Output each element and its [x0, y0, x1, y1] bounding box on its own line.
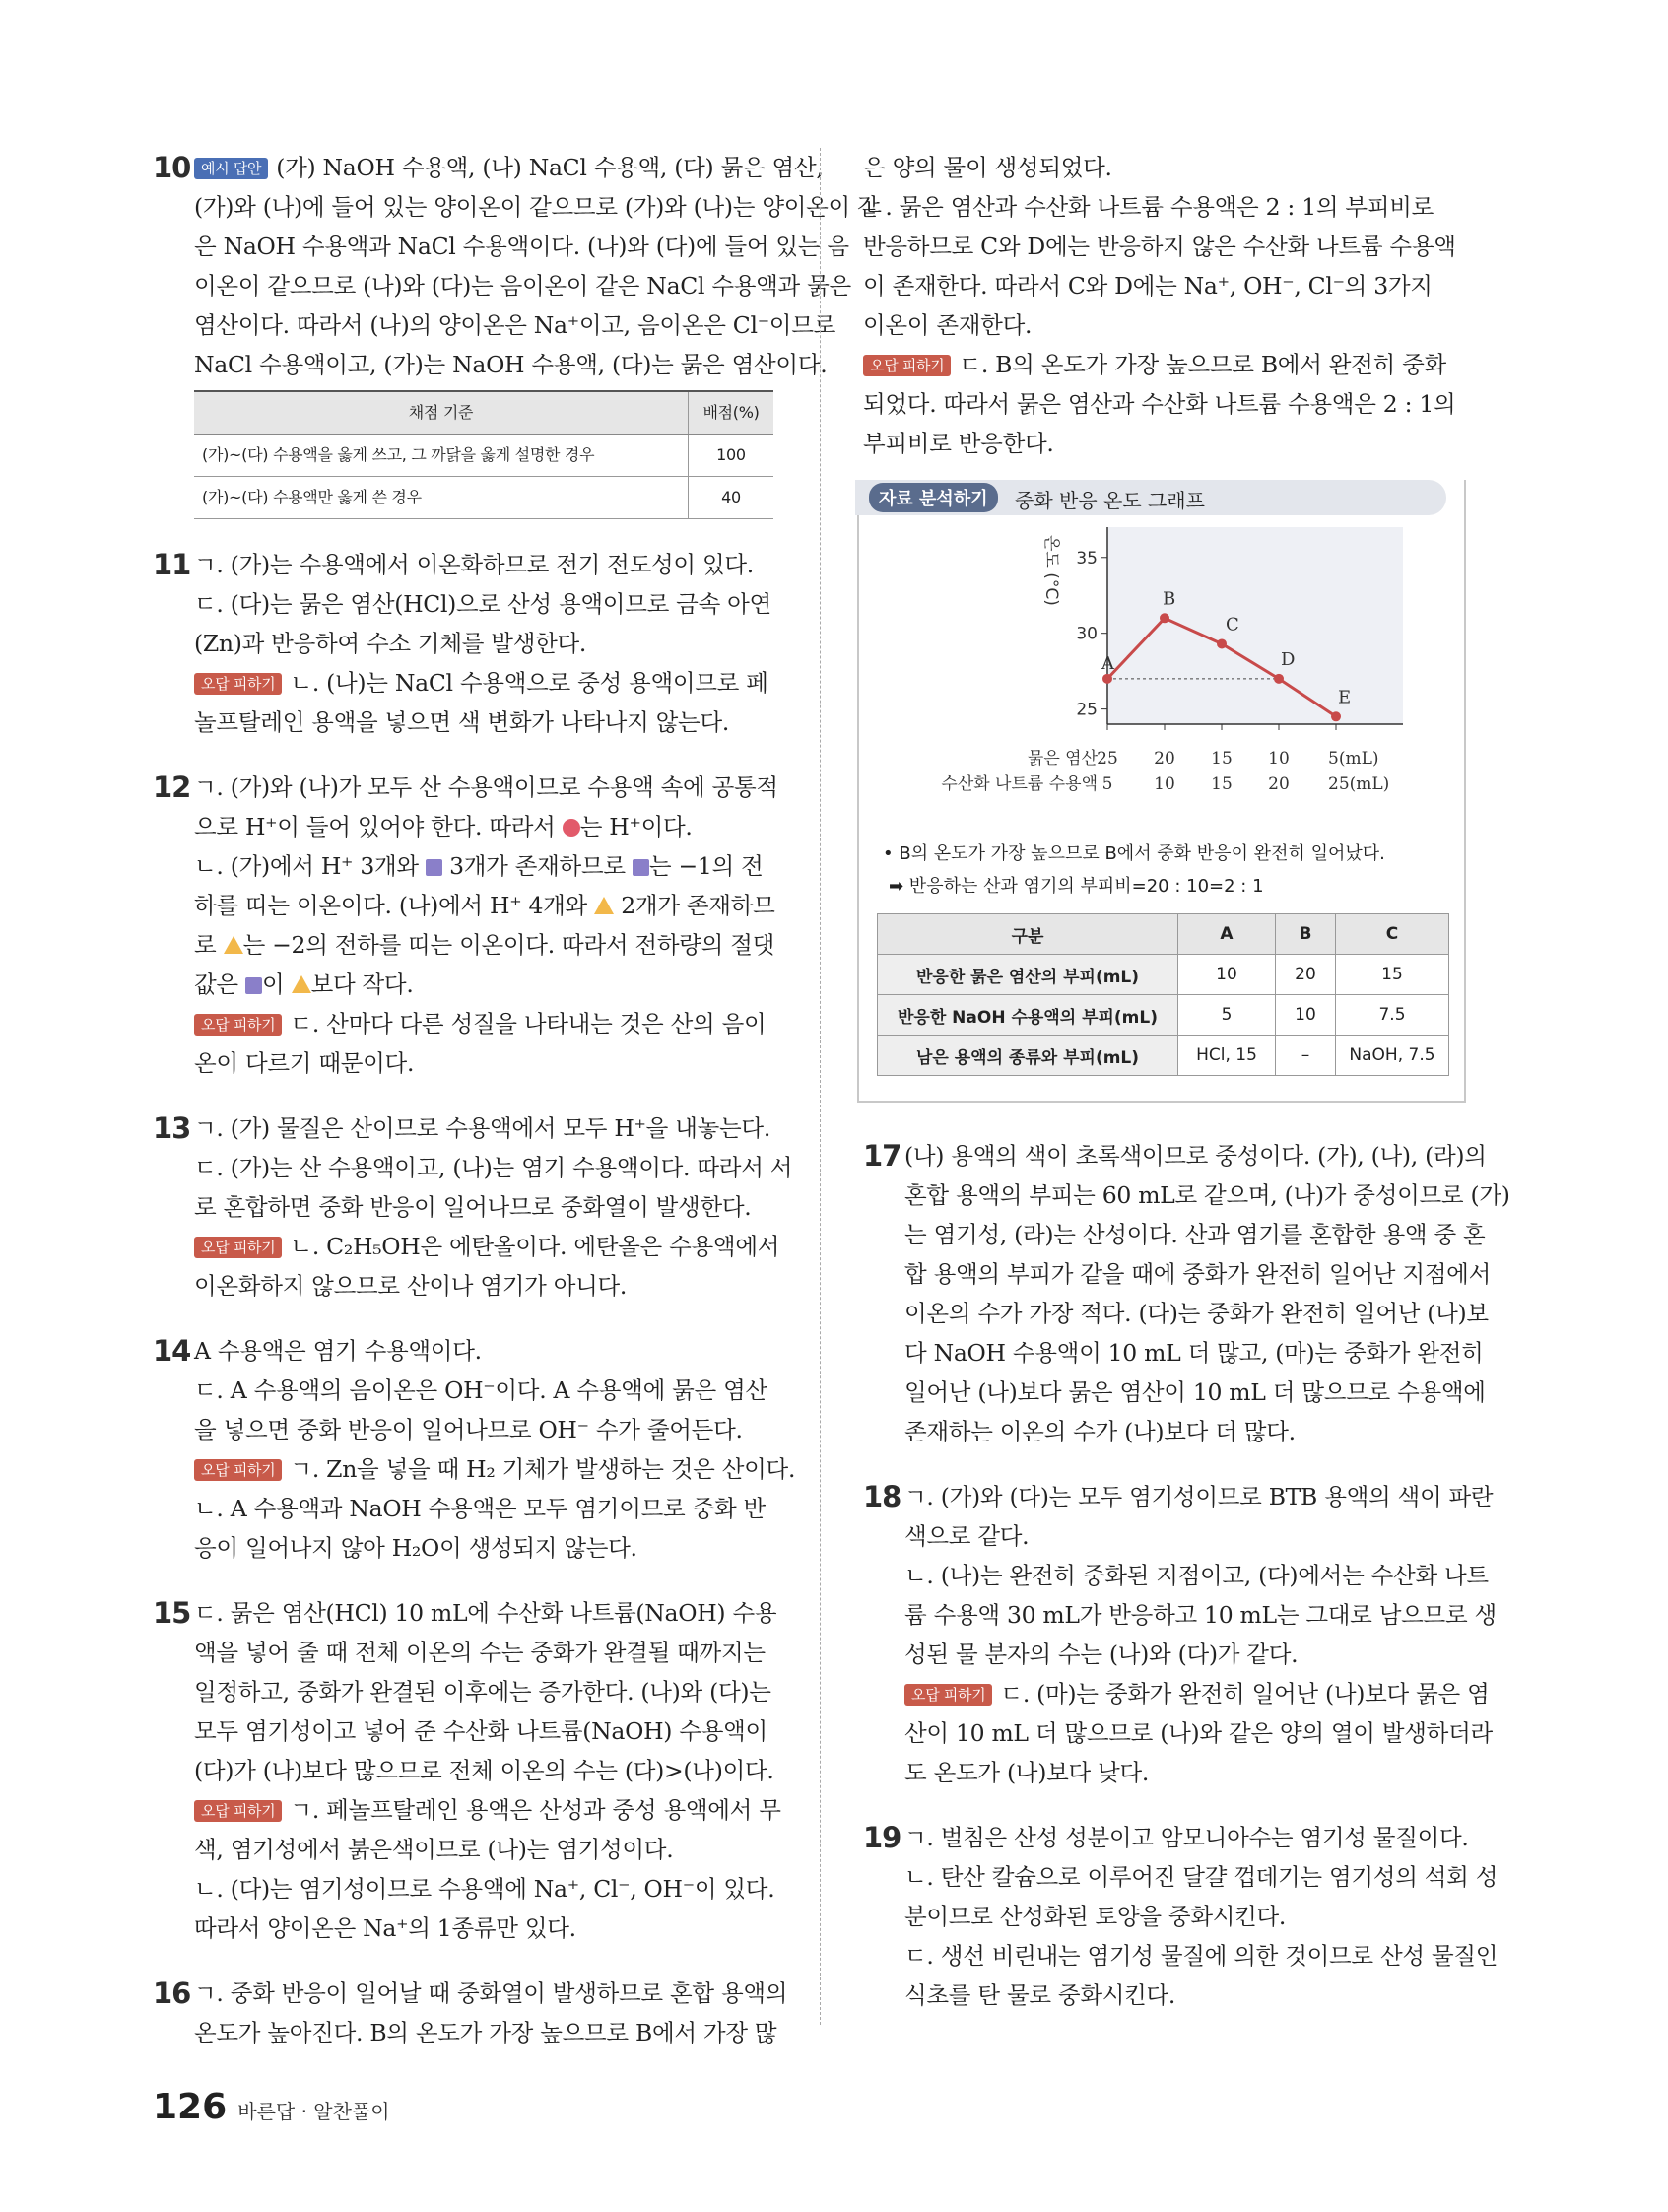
answer-11: 11 ㄱ. (가)는 수용액에서 이온화하므로 전기 전도성이 있다. ㄷ. (다)는 묽은 염산(HCl)으로 산성 용액이므로 금속 아연 (Zn)과 반응하여 수소 기체를 발생한다. 오답 피하기 ㄴ. (나)는 NaCl 수용액으로 중성 용액이므로 페 놀프탈레인 용액을 넣으면 색 변화가 나타나지 않는다. — [153, 545, 773, 742]
y-axis-label: 온도 (°C) — [1041, 535, 1061, 606]
item-number: 10 — [153, 151, 191, 184]
y-tick-label: 35 — [1076, 548, 1098, 569]
answer-10: 10 예시 답안 (가) NaOH 수용액, (나) NaCl 수용액, (다) 묽은 염산, (가)와 (나)에 들어 있는 양이온이 같으므로 (가)와 (나)는 양이온이 같 은 NaOH 수용액과 NaCl 수용액이다. (나)와 (다)에 들어 있는 음 이온이 같으므로 (나)와 (다)는 음이온이 같은 NaCl 수용액과 묽은 염산이다. 따라서 (나)의 양이온은 Na⁺이고, 음이온은 Cl⁻이므로 NaCl 수용액이고, (가)는 NaOH 수용액, (다)는 묽은 염산이다. 채점 기준 배점(%) (가)~(다) 수용액을 옳게 쓰고, 그 까닭을 옳게 설명한 경우 100 (가)~(다) 수용액만 옳게 쓴 경우 40 — [153, 148, 773, 519]
x-row-hcl-tick-label: 5(mL) — [1328, 749, 1379, 769]
purple-square-icon — [426, 859, 442, 876]
item-number: 16 — [153, 1977, 191, 2010]
wrong-answer-tag: 오답 피하기 — [194, 1459, 282, 1481]
red-circle-icon — [563, 819, 580, 837]
x-row-naoh-tick-label: 10 — [1154, 774, 1175, 794]
right-column-bottom — [863, 1136, 1510, 2041]
table-row: 반응한 묽은 염산의 부피(mL) 10 20 15 — [878, 955, 1449, 995]
answer-16-continued: 은 양의 물이 생성되었다. ㄴ. 묽은 염산과 수산화 나트륨 수용액은 2 : 1의 부피비로 반응하므로 C와 D에는 반응하지 않은 수산화 나트륨 수용액 이 존재한다. 따라서 C와 D에는 Na⁺, OH⁻, Cl⁻의 3가지 이온이 존재한다. 오답 피하기 ㄷ. B의 온도가 가장 높으므로 B에서 완전히 중화 되었다. 따라서 묽은 염산과 수산화 나트륨 수용액은 2 : 1의 부피비로 반응한다. — [863, 154, 1456, 457]
page-footer — [153, 2087, 390, 2127]
x-row-hcl-tick-label: 20 — [1154, 749, 1175, 769]
answer-18: 18 ㄱ. (가)와 (다)는 모두 염기성이므로 BTB 용액의 색이 파란 색으로 같다. ㄴ. (나)는 완전히 중화된 지점이고, (다)에서는 수산화 나트 륨 수용액 30 mL가 반응하고 10 mL는 그대로 남으므로 생 성된 물 분자의 수는 (나)와 (다)가 같다. 오답 피하기 ㄷ. (마)는 중화가 완전히 일어난 (나)보다 묽은 염 산이 10 mL 더 많으므로 (나)와 같은 양의 열이 발생하더라 도 온도가 (나)보다 낮다. — [863, 1477, 1469, 1792]
plot-area — [1107, 527, 1403, 724]
item-number: 11 — [153, 548, 191, 581]
temperature-chart — [859, 517, 1464, 842]
y-tick-label: 25 — [1076, 700, 1098, 720]
point-label-A: A — [1101, 652, 1114, 674]
item-number: 14 — [153, 1334, 191, 1368]
data-point-B — [1160, 613, 1169, 623]
table-row: 남은 용액의 종류와 부피(mL) HCl, 15 – NaOH, 7.5 — [878, 1036, 1449, 1076]
x-row-naoh-tick-label: 25(mL) — [1328, 774, 1390, 794]
answer-15: 15 ㄷ. 묽은 염산(HCl) 10 mL에 수산화 나트륨(NaOH) 수용 액을 넣어 줄 때 전체 이온의 수는 중화가 완결될 때까지는 일정하고, 중화가 완결된 이후에는 증가한다. (나)와 (다)는 모두 염기성이고 넣어 준 수산화 나트륨(NaOH) 수용액이 (다)가 (나)보다 많으므로 전체 이온의 수는 (다)>(나)이다. 오답 피하기 ㄱ. 페놀프탈레인 용액은 산성과 중성 용액에서 무 색, 염기성에서 붉은색이므로 (나)는 염기성이다. ㄴ. (다)는 염기성이므로 수용액에 Na⁺, Cl⁻, OH⁻이 있다. 따라서 양이온은 Na⁺의 1종류만 있다. — [153, 1593, 773, 1948]
x-row-naoh-tick-label: 5 — [1101, 774, 1113, 794]
table-row: 반응한 NaOH 수용액의 부피(mL) 5 10 7.5 — [878, 995, 1449, 1036]
scoring-table: 채점 기준 배점(%) (가)~(다) 수용액을 옳게 쓰고, 그 까닭을 옳게 설명한 경우 100 (가)~(다) 수용액만 옳게 쓴 경우 40 — [194, 390, 773, 519]
analysis-tag: 자료 분석하기 — [869, 483, 998, 512]
data-point-E — [1331, 711, 1341, 721]
orange-triangle-icon — [594, 897, 614, 914]
wrong-answer-tag: 오답 피하기 — [194, 1800, 282, 1822]
orange-triangle-icon — [292, 975, 311, 993]
wrong-answer-tag: 오답 피하기 — [194, 673, 282, 695]
x-row-hcl-tick-label: 25 — [1097, 749, 1118, 769]
right-column-top — [863, 148, 1469, 463]
column-divider — [820, 148, 821, 2025]
answer-13: 13 ㄱ. (가) 물질은 산이므로 수용액에서 모두 H⁺을 내놓는다. ㄷ. (가)는 산 수용액이고, (나)는 염기 수용액이다. 따라서 서 로 혼합하면 중화 반응이 일어나므로 중화열이 발생한다. 오답 피하기 ㄴ. C₂H₅OH은 에탄올이다. 에탄올은 수용액에서 이온화하지 않으므로 산이나 염기가 아니다. — [153, 1108, 773, 1306]
data-point-C — [1217, 638, 1227, 648]
wrong-answer-tag: 오답 피하기 — [194, 1014, 282, 1036]
reaction-volume-table: 구분 A B C 반응한 묽은 염산의 부피(mL) 10 20 15 반응한 NaOH 수용액의 부피(mL) 5 10 7.5 남은 용액의 종류와 부피(mL) HCl, 15 – NaOH, 7.5 — [877, 913, 1449, 1076]
analysis-title: 중화 반응 온도 그래프 — [1015, 489, 1205, 512]
item-number: 18 — [863, 1480, 901, 1513]
x-row-naoh-tick-label: 15 — [1211, 774, 1233, 794]
item-number: 17 — [863, 1139, 901, 1173]
item-number: 12 — [153, 771, 191, 804]
x-row-hcl-label: 묽은 염산 — [1027, 749, 1098, 769]
footer-label: 바른답 · 알찬풀이 — [237, 2100, 390, 2123]
x-row-naoh-label: 수산화 나트륨 수용액 — [941, 774, 1098, 794]
data-point-D — [1274, 674, 1284, 684]
page-number: 126 — [153, 2087, 228, 2127]
answer-17: 17 (나) 용액의 색이 초록색이므로 중성이다. (가), (나), (라)의 혼합 용액의 부피는 60 mL로 같으며, (나)가 중성이므로 (가) 는 염기성, (라)는 산성이다. 산과 염기를 혼합한 용액 중 혼 합 용액의 부피가 같을 때에 중화가 완전히 일어난 지점에서 이온의 수가 가장 적다. (다)는 중화가 완전히 일어난 (나)보 다 NaOH 수용액이 10 mL 더 많고, (마)는 중화가 완전히 일어난 (나)보다 묽은 염산이 10 mL 더 많으므로 수용액에 존재하는 이온의 수가 (나)보다 더 많다. — [863, 1136, 1469, 1451]
answer-16: 16 ㄱ. 중화 반응이 일어날 때 중화열이 발생하므로 혼합 용액의 온도가 높아진다. B의 온도가 가장 높으므로 B에서 가장 많 — [153, 1974, 773, 2052]
point-label-B: B — [1163, 588, 1176, 610]
item-number: 13 — [153, 1111, 191, 1145]
x-row-naoh-tick-label: 20 — [1268, 774, 1290, 794]
left-column — [153, 148, 880, 2078]
analysis-header — [855, 480, 1446, 515]
wrong-answer-tag: 오답 피하기 — [863, 355, 951, 376]
answer-12: 12 ㄱ. (가)와 (나)가 모두 산 수용액이므로 수용액 속에 공통적 으로 H⁺이 들어 있어야 한다. 따라서 는 H⁺이다. ㄴ. (가)에서 H⁺ 3개와 3개가 존재하므로 는 −1의 전 하를 띠는 이온이다. (나)에서 H⁺ 4개와 2개가 존재하므 로 는 −2의 전하를 띠는 이온이다. 따라서 전하량의 절댓 값은 이 보다 작다. 오답 피하기 ㄷ. 산마다 다른 성질을 나타내는 것은 산의 음이 온이 다르기 때문이다. — [153, 768, 773, 1083]
purple-square-icon — [245, 977, 262, 994]
analysis-note-2: ➡ 반응하는 산과 염기의 부피비=20 : 10=2 : 1 — [889, 876, 1264, 897]
analysis-note-1: • B의 온도가 가장 높으므로 B에서 중화 반응이 완전히 일어났다. — [883, 843, 1385, 864]
point-label-C: C — [1226, 614, 1239, 636]
wrong-answer-tag: 오답 피하기 — [194, 1237, 282, 1258]
orange-triangle-icon — [224, 936, 243, 954]
data-analysis-box — [857, 480, 1466, 1103]
example-answer-tag: 예시 답안 — [194, 158, 268, 179]
answer-14: 14 A 수용액은 염기 수용액이다. ㄷ. A 수용액의 음이온은 OH⁻이다. A 수용액에 묽은 염산 을 넣으면 중화 반응이 일어나므로 OH⁻ 수가 줄어든다. 오답 피하기 ㄱ. Zn을 넣을 때 H₂ 기체가 발생하는 것은 산이다. ㄴ. A 수용액과 NaOH 수용액은 모두 염기이므로 중화 반 응이 일어나지 않아 H₂O이 생성되지 않는다. — [153, 1331, 773, 1568]
item-number: 15 — [153, 1596, 191, 1630]
item-number: 19 — [863, 1821, 901, 1854]
answer-19: 19 ㄱ. 벌침은 산성 성분이고 암모니아수는 염기성 물질이다. ㄴ. 탄산 칼슘으로 이루어진 달걀 껍데기는 염기성의 석회 성 분이므로 산성화된 토양을 중화시킨다. ㄷ. 생선 비린내는 염기성 물질에 의한 것이므로 산성 물질인 식초를 탄 물로 중화시킨다. — [863, 1818, 1469, 2015]
purple-square-icon — [633, 859, 649, 876]
point-label-D: D — [1281, 648, 1296, 670]
data-point-A — [1102, 674, 1112, 684]
wrong-answer-tag: 오답 피하기 — [904, 1684, 992, 1706]
x-row-hcl-tick-label: 15 — [1211, 749, 1233, 769]
x-row-hcl-tick-label: 10 — [1268, 749, 1290, 769]
y-tick-label: 30 — [1076, 624, 1098, 644]
point-label-E: E — [1338, 687, 1352, 708]
